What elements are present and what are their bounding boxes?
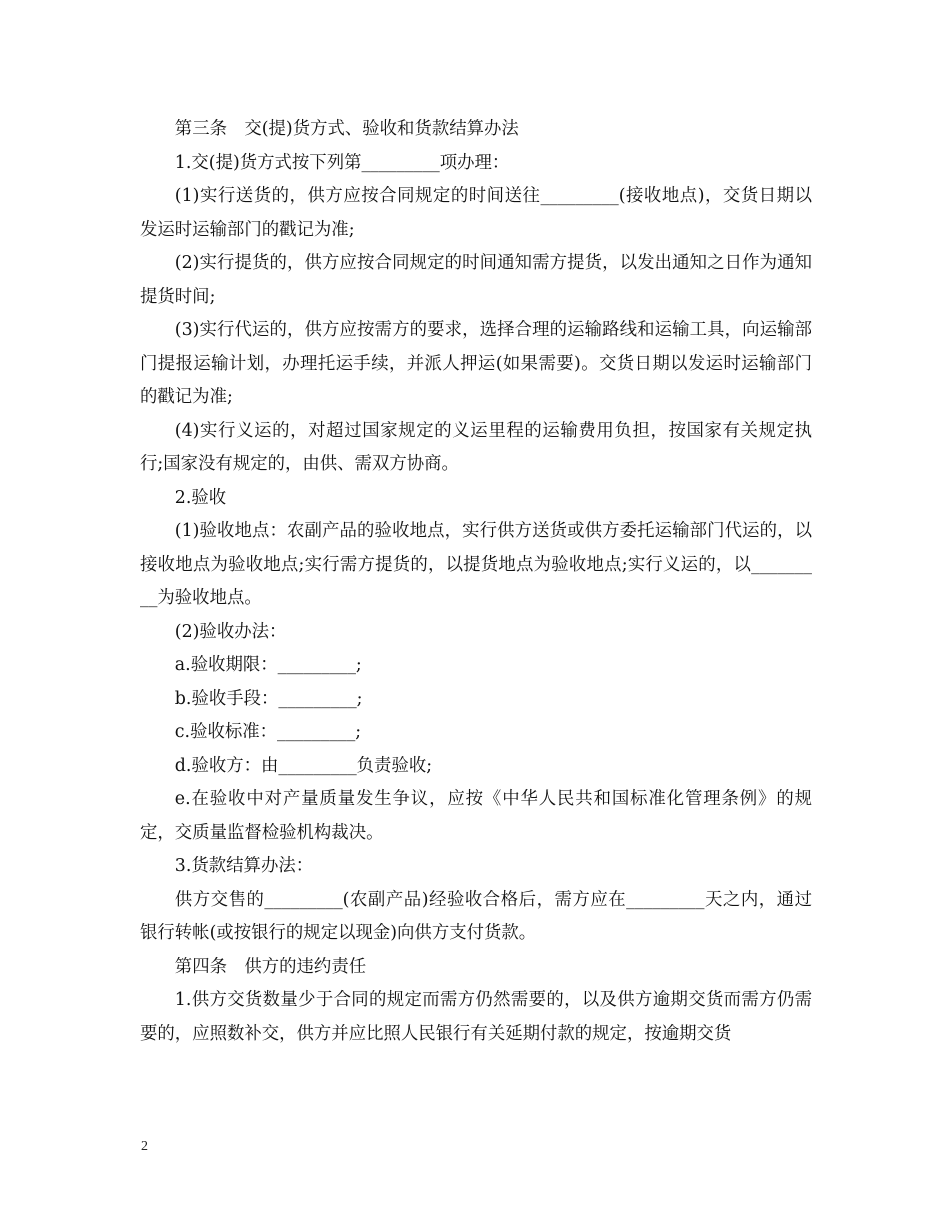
document-body — [140, 113, 812, 1051]
quality-dispute-clause: e.在验收中对产量质量发生争议，应按《中华人民共和国标准化管理条例》的规定，交质量监督检验机构裁决。 — [140, 789, 812, 843]
delivery-option-4: (4)实行义运的，对超过国家规定的义运里程的运输费用负担，按国家有关规定执行;国家没有规定的，由供、需双方协商。 — [140, 420, 812, 474]
inspection-means: b.验收手段：_________; — [174, 688, 363, 709]
inspection-heading: 2.验收 — [174, 487, 227, 508]
delivery-option-1: (1)实行送货的，供方应按合同规定的时间送往_________(接收地点)，交货日期以发运时运输部门的戳记为准; — [140, 186, 812, 240]
page-number: 2 — [141, 1139, 148, 1154]
inspection-location: (1)验收地点：农副产品的验收地点，实行供方送货或供方委托运输部门代运的，以接收地点为验收地点;实行需方提货的，以提货地点为验收地点;实行义运的，以_________为验收地点。 — [140, 521, 812, 608]
inspection-methods-heading: (2)验收办法： — [174, 621, 287, 642]
payment-settlement-heading: 3.货款结算办法： — [174, 856, 314, 876]
supplier-liability-clause-1: 1.供方交货数量少于合同的规定而需方仍然需要的，以及供方逾期交货而需方仍需要的，应照数补交，供方并应比照人民银行有关延期付款的规定，按逾期交货 — [140, 990, 812, 1044]
inspection-standard: c.验收标准：_________; — [174, 722, 362, 742]
payment-settlement-clause: 供方交售的_________(农副产品)经验收合格后，需方应在_________天之内，通过银行转帐(或按银行的规定以现金)向供方支付货款。 — [140, 889, 812, 943]
article-3-heading: 第三条 交(提)货方式、验收和货款结算办法 — [174, 119, 519, 139]
inspection-period: a.验收期限：_________; — [174, 655, 362, 675]
article-4-heading: 第四条 供方的违约责任 — [174, 956, 367, 977]
delivery-method-clause: 1.交(提)货方式按下列第_________项办理： — [174, 152, 510, 173]
delivery-option-3: (3)实行代运的，供方应按需方的要求，选择合理的运输路线和运输工具，向运输部门提报运输计划，办理托运手续，并派人押运(如果需要)。交货日期以发运时运输部门的戳记为准; — [140, 320, 812, 407]
delivery-option-2: (2)实行提货的，供方应按合同规定的时间通知需方提货，以发出通知之日作为通知提货时间; — [140, 253, 812, 307]
inspection-party: d.验收方：由_________负责验收; — [174, 755, 433, 776]
